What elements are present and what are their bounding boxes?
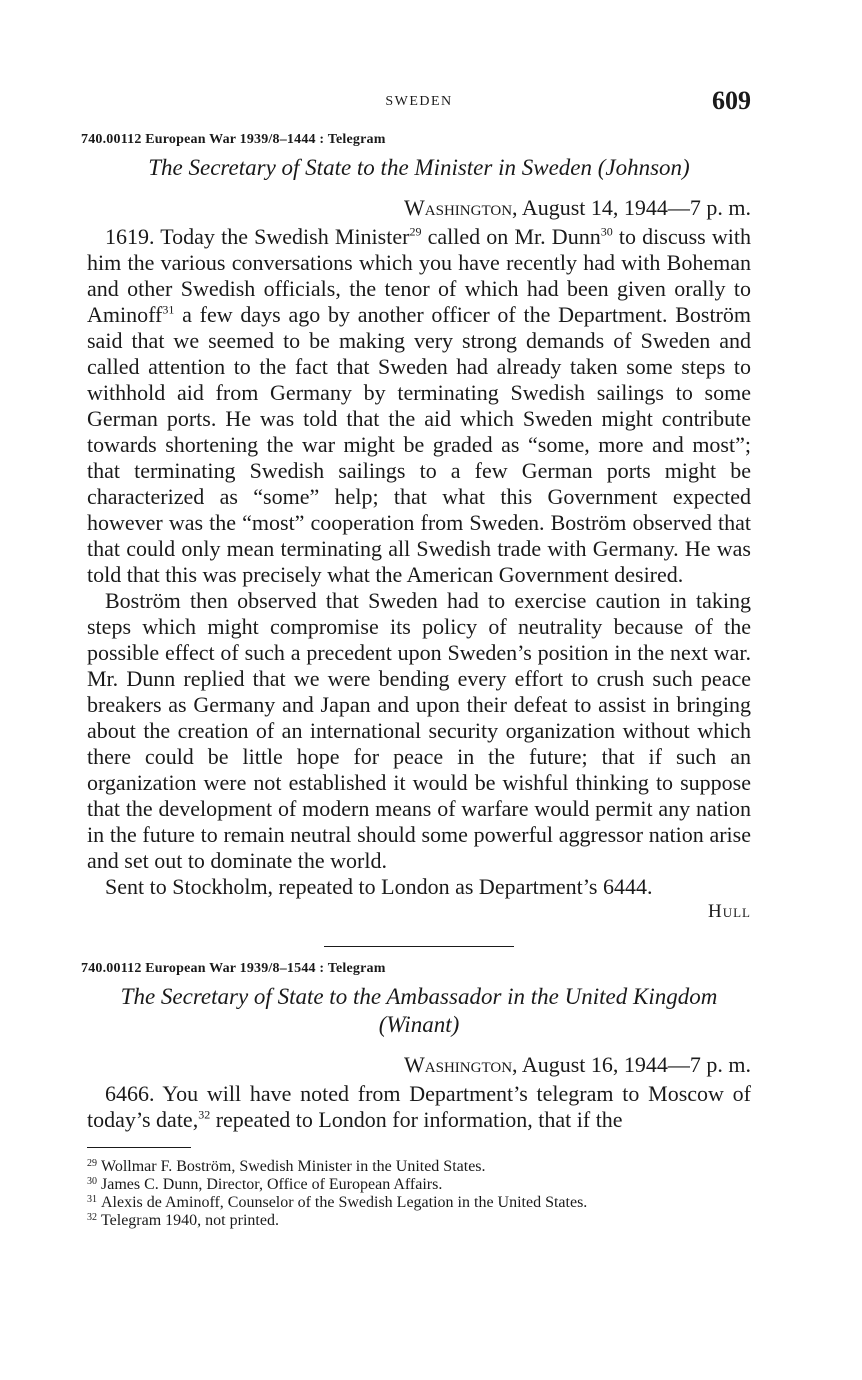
footnote-rule <box>87 1147 191 1148</box>
footnote-number: 31 <box>87 1194 97 1205</box>
paragraph <box>87 1081 751 1133</box>
telegram-body <box>87 1081 751 1133</box>
footnotes <box>87 1158 751 1230</box>
dateline-date: , August 16, 1944—7 p. m. <box>512 1052 751 1077</box>
paragraph: Boström then observed that Sweden had to exercise caution in taking steps which might compromise its policy of neutrality because of the possible effect of such a precedent upon Sweden’s position in the next war. Mr. Dunn replied that we were bending every effort to crush such peace breakers as Germany and Japan and upon their defeat to assist in bringing about the creation of an international security organization without which there could be little hope for peace in the future; that if such an organization were not established it would be wishful thinking to suppose that the development of modern means of warfare would permit any nation in the future to remain neutral should some powerful aggressor nation arise and set out to dominate the world. <box>87 588 751 873</box>
paragraph-text: a few days ago by another officer of the Department. Boström said that we seemed to be making very strong demands of Sweden and called attention to the fact that Sweden had already taken some steps to withhold aid from Germany by terminating Swedish sailings to some German ports. He was told that the aid which Sweden might contribute towards shortening the war might be graded as “some, more and most”; that terminating Swedish sailings to a few German ports might be characterized as “some” help; that what this Government expected however was the “most” cooperation from Sweden. Boström observed that that could only mean terminating all Swedish trade with Germany. He was told that this was precisely what the American Government desired. <box>87 302 751 587</box>
page-number: 609 <box>712 86 751 115</box>
paragraph-text: called on Mr. Dunn <box>421 224 601 249</box>
footnote <box>87 1158 751 1176</box>
dateline-place: Washington <box>404 1052 513 1077</box>
document-page <box>81 80 751 1230</box>
footnote-text: Wollmar F. Boström, Swedish Minister in the United States. <box>101 1158 486 1175</box>
footnote <box>87 1176 751 1194</box>
footnote-ref: 30 <box>600 224 613 239</box>
page-header <box>87 80 751 124</box>
footnote-number: 30 <box>87 1176 97 1187</box>
footnote-text: Telegram 1940, not printed. <box>101 1212 279 1229</box>
document-1 <box>81 132 751 924</box>
document-heading: The Secretary of State to the Ambassador in the United Kingdom (Winant) <box>120 984 718 1037</box>
footnote-number: 32 <box>87 1212 97 1223</box>
file-reference: 740.00112 European War 1939/8–1444 : Telegram <box>81 132 386 147</box>
document-heading: The Secretary of State to the Minister in Sweden (Johnson) <box>148 155 690 180</box>
dateline-place: Washington <box>404 195 513 220</box>
footnote <box>87 1212 751 1230</box>
paragraph-text: 1619. Today the Swedish Minister <box>105 224 410 249</box>
document-2 <box>81 961 751 1133</box>
dateline <box>87 194 751 222</box>
paragraph-text: to discuss with him the various conversations which you have recently had with Boheman and other Swedish officials, the tenor of which had been given orally to Aminoff <box>87 224 751 327</box>
footnote-number: 29 <box>87 1158 97 1169</box>
dateline-date: , August 14, 1944—7 p. m. <box>512 195 751 220</box>
dateline <box>87 1051 751 1079</box>
footnote-ref: 31 <box>162 302 175 317</box>
file-reference: 740.00112 European War 1939/8–1544 : Telegram <box>81 961 386 976</box>
footnote-ref: 32 <box>198 1107 211 1122</box>
footnote-ref: 29 <box>409 224 422 239</box>
footnote-text: James C. Dunn, Director, Office of European Affairs. <box>101 1176 443 1193</box>
telegram-body <box>87 224 751 900</box>
paragraph-text: 6466. You will have noted from Department’s telegram to Moscow of today’s date, <box>87 1081 751 1132</box>
paragraph-text: repeated to London for information, that if the <box>210 1107 623 1132</box>
running-head: SWEDEN <box>385 94 453 109</box>
footnote-text: Alexis de Aminoff, Counselor of the Swedish Legation in the United States. <box>101 1194 588 1211</box>
section-divider <box>324 946 514 947</box>
signature: Hull <box>708 901 751 922</box>
paragraph: Sent to Stockholm, repeated to London as Department’s 6444. <box>105 874 653 899</box>
footnote <box>87 1194 751 1212</box>
paragraph <box>87 224 751 588</box>
